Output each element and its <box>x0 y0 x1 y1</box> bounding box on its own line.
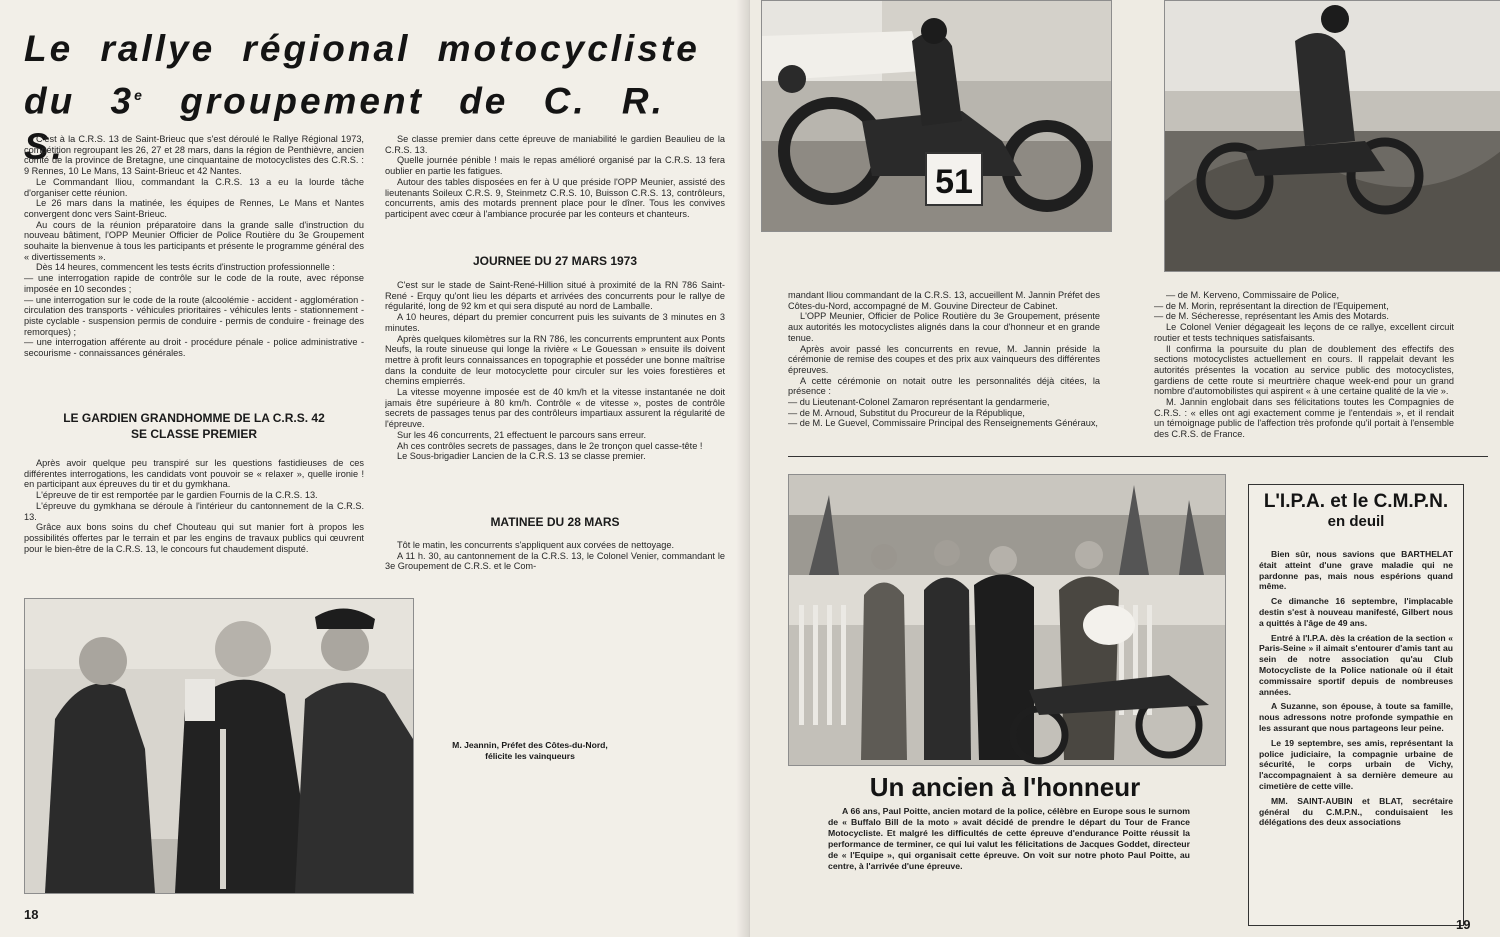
paragraph: mandant Iliou commandant de la C.R.S. 13, accueillent M. Jannin Préfet des Côtes-du-Nord, accompagné de M. Gouvine Directeur de Cabinet. <box>788 290 1100 311</box>
title-line-2-start: du 3 <box>24 80 135 122</box>
paragraph: Se classe premier dans cette épreuve de maniabilité le gardien Beaulieu de la C.R.S. 13. <box>385 134 725 155</box>
photo-caption: M. Jeannin, Préfet des Côtes-du-Nord, félicite les vainqueurs <box>452 740 608 761</box>
poitte-photo <box>788 474 1226 766</box>
heading-matinee: MATINEE DU 28 MARS <box>490 515 620 529</box>
box-text <box>1259 549 1453 832</box>
sidecar-photo-image <box>762 1 1111 231</box>
paragraph: Après avoir quelque peu transpiré sur les questions fastidieuses de ces différentes interrogations, les candidats vont pouvoir se « relaxer », quelle ironie ! en participant aux épreuves du tir et du gymkhana. <box>24 458 364 490</box>
sidecar-photo <box>761 0 1112 232</box>
page-number-18: 18 <box>24 907 39 922</box>
paragraph: Après quelques kilomètres sur la RN 786, les concurrents empruntent aux Ponts Neufs, la route sinueuse qui longe la rivière « Le Gouessan » ensuite ils doivent mettre à profit leurs connaissances en topographie et posséder une bonne maîtrise dans la conduite de leur motocyclette pour circuler sur les voies forestières et chemins empierrés. <box>385 333 725 387</box>
ceremony-photo-image <box>25 599 413 893</box>
paragraph: Il confirma la poursuite du plan de doublement des effectifs des sections motocyclistes actuellement en cours. Il rappelait devant les autorités présentes la vocation au service public des motocyclistes, gardiens de cette route si meurtrière chaque week-end pour un grand nombre d'automobilistes qui aspirent « à une certaine qualité de la vie ». <box>1154 343 1454 397</box>
honour-title: Un ancien à l'honneur <box>869 772 1141 802</box>
paragraph: — de M. Kerveno, Commissaire de Police, — de M. Morin, représentant la direction de l'Equipement, — de M. Sécheresse, représentant les Amis des Motards. <box>1154 290 1389 322</box>
paragraph: Le 26 mars dans la matinée, les équipes de Rennes, Le Mans et Nantes convergent donc vers Saint-Brieuc. <box>24 198 364 219</box>
paragraph: Grâce aux bons soins du chef Chouteau qui sut manier fort à propos les possibilités offertes par le terrain et par les engins de travaux publics qui œuvrent pour le bien-être de la C.R.S. 13, le concours fut chaudement disputé. <box>24 522 364 554</box>
column-1b <box>24 458 364 588</box>
paragraph: MM. SAINT-AUBIN et BLAT, secrétaire général du C.M.P.N., conduisaient les délégations des deux associations <box>1259 795 1453 828</box>
paragraph: Dès 14 heures, commencent les tests écrits d'instruction professionnelle : — une interrogation rapide de contrôle sur le code de la route, avec réponse imposée en 10 secondes ; — une interrogation sur le code de la route (alcoolémie - accident - agglomération - circulation des transports - véhicules prioritaires - véhicules lents - stationnement - piste cyclable - suspension permis de conduire - permis de conduire - freinage des remorques) ; — une interrogation afférente au droit - procédure pénale - police administrative - secourisme - connaissances générales. <box>24 262 364 359</box>
column-4 <box>1154 290 1454 470</box>
paragraph: A Suzanne, son épouse, à toute sa famille, nous adressons notre profonde sympathie en les assurant que nous partageons leur peine. <box>1259 701 1453 733</box>
paragraph: L'épreuve du gymkhana se déroule à l'intérieur du cantonnement de la C.R.S. 13. <box>24 500 364 522</box>
column-2c <box>385 540 725 590</box>
paragraph: C'est sur le stade de Saint-René-Hillion situé à proximité de la RN 786 Saint-René - Erquy qu'ont lieu les départs et arrivées des concurrents pour le rallye de régularité, long de 92 km et qui sera disputé au nord de Lamballe. <box>385 280 725 312</box>
page-number-19: 19 <box>1456 917 1471 932</box>
motocross-photo-image <box>1165 1 1500 271</box>
paragraph: Le Sous-brigadier Lancien de la C.R.S. 13 se classe premier. <box>397 451 646 462</box>
paragraph: Le Commandant Iliou, commandant la C.R.S. 13 a eu la lourde tâche d'organiser cette réunion. <box>24 176 364 198</box>
paragraph: A 11 h. 30, au cantonnement de la C.R.S. 13, le Colonel Venier, commandant le 3e Groupement de C.R.S. et le Com- <box>385 550 725 572</box>
heading-journee: JOURNEE DU 27 MARS 1973 <box>472 254 638 268</box>
title-superscript: e <box>134 87 145 103</box>
paragraph: La vitesse moyenne imposée est de 40 km/h et la vitesse instantanée ne doit jamais être supérieure à 80 km/h. Contrôle « de vitesse », postes de contrôle secrets de passages tenus par des contrôleurs impartiaux assurent la régularité de l'épreuve. <box>385 387 725 430</box>
paragraph: Entré à l'I.P.A. dès la création de la section « Paris-Seine » il aimait s'entourer d'amis tant au sein de notre association qu'au Club Motocycliste de la Police nationale où il était commissaire sportif depuis de nombreuses années. <box>1259 632 1453 697</box>
column-1 <box>24 134 364 434</box>
column-2 <box>385 134 725 239</box>
poitte-photo-image <box>789 475 1225 765</box>
paragraph: A cette cérémonie on notait outre les personnalités déjà citées, la présence : — du Lieutenant-Colonel Zamaron représentant la gendarmerie, — de M. Arnoud, Substitut du Procureur de la République, — de M. Le Guevel, Commissaire Principal des Renseignements Généraux, <box>788 375 1100 429</box>
heading-gardien: LE GARDIEN GRANDHOMME DE LA C.R.S. 42 SE CLASSE PREMIER <box>63 411 325 441</box>
paragraph: Bien sûr, nous savions que BARTHELAT était atteint d'une grave maladie qui ne pardonne pas, mais nous espérions quand même. <box>1259 549 1453 592</box>
paragraph: L'épreuve de tir est remportée par le gardien Fournis de la C.R.S. 13. <box>36 490 318 501</box>
paragraph: Autour des tables disposées en fer à U que préside l'OPP Meunier, assisté des lieutenants Soileux C.R.S. 9, Steinmetz C.R.S. 10, Buisson C.R.S. 13, contrôleurs, concurrents, amis des motards prennent place pour le dîner. Tous les convives participent avec cœur à l'ambiance procurée par les conteurs et chanteurs. <box>385 176 725 219</box>
paragraph: Ah ces contrôles secrets de passages, dans le 2e tronçon quel casse-tête ! <box>397 440 703 451</box>
page-19 <box>750 0 1500 937</box>
box-title: L'I.P.A. et le C.M.P.N. <box>1263 491 1449 512</box>
paragraph: L'OPP Meunier, Officier de Police Routière du 3e Groupement, présente aux autorités les motocyclistes alignés dans la cour d'honneur et en grande tenue. <box>788 311 1100 343</box>
paragraph: Sur les 46 concurrents, 21 effectuent le parcours sans erreur. <box>397 429 647 440</box>
column-2b <box>385 280 725 490</box>
paragraph: A 10 heures, départ du premier concurrent puis les suivants de 3 minutes en 3 minutes. <box>385 312 725 333</box>
paragraph: A 66 ans, Paul Poitte, ancien motard de la police, célèbre en Europe sous le surnom de « Buffalo Bill de la moto » avait décidé de prendre le départ du Tour de France Motocycliste. Et malgré les difficultés de cette épreuve d'endurance Poitte réussit la performance de terminer, ce qui lui valut les félicitations de Jacques Goddet, directeur de « l'Equipe », qui organisait cette épreuve. On voit sur notre photo Paul Poitte, au centre, à l'arrivée d'une épreuve. <box>828 806 1190 871</box>
deuil-box <box>1248 484 1464 926</box>
paragraph: M. Jannin englobait dans ses félicitations toutes les Compagnies de C.R.S. : « elles ont agi exactement comme je l'entendais », et il rendait un témoignage public de l'affection très profonde qu'il portait à l'ensemble des C.R.S. de France. <box>1154 397 1454 440</box>
sidecar-number: 51 <box>935 163 973 201</box>
title-line-2-end: groupement de C. R. S. <box>24 80 665 168</box>
paragraph: Quelle journée pénible ! mais le repas amélioré organisé par la C.R.S. 13 fera oublier en partie les fatigues. <box>385 155 725 177</box>
honour-text <box>828 806 1190 872</box>
paragraph: C'est à la C.R.S. 13 de Saint-Brieuc que s'est déroulé le Rallye Régional 1973, compétition regroupant les 26, 27 et 28 mars, dans la région de Penthièvre, ancien comté de la province de Bretagne, une cinquantaine de motocyclistes des C.R.S. : 9 Rennes, 10 Le Mans, 13 Saint-Brieuc et 42 Nantes. <box>24 134 364 177</box>
divider-line <box>788 456 1488 457</box>
paragraph: Le Colonel Venier dégageait les leçons de ce rallye, excellent circuit routier et tests techniques satisfaisants. <box>1154 322 1454 343</box>
box-subtitle: en deuil <box>1327 513 1385 530</box>
ceremony-photo <box>24 598 414 894</box>
title-line-1: Le rallye régional motocycliste <box>24 28 700 69</box>
paragraph: Après avoir passé les concurrents en revue, M. Jannin préside la cérémonie de remise des coupes et des prix aux vainqueurs des différentes épreuves. <box>788 343 1100 375</box>
paragraph: Le 19 septembre, ses amis, représentant la police judiciaire, la compagnie urbaine de sécurité, le corps urbain de Vichy, l'accompagnaient à sa dernière demeure au cimetière de cette ville. <box>1259 737 1453 791</box>
paragraph: Ce dimanche 16 septembre, l'implacable destin s'est à nouveau manifesté, Gilbert nous a quittés à l'âge de 49 ans. <box>1259 596 1453 628</box>
motocross-photo <box>1164 0 1500 272</box>
column-3 <box>788 290 1100 440</box>
paragraph: Tôt le matin, les concurrents s'appliquent aux corvées de nettoyage. <box>397 540 675 550</box>
paragraph: Au cours de la réunion préparatoire dans la grande salle d'instruction du nouveau bâtiment, l'OPP Meunier Officier de Police Routière du 3e Groupement souhaite la bienvenue à tous les participants et présente le programme général des « divertissements ». <box>24 219 364 262</box>
